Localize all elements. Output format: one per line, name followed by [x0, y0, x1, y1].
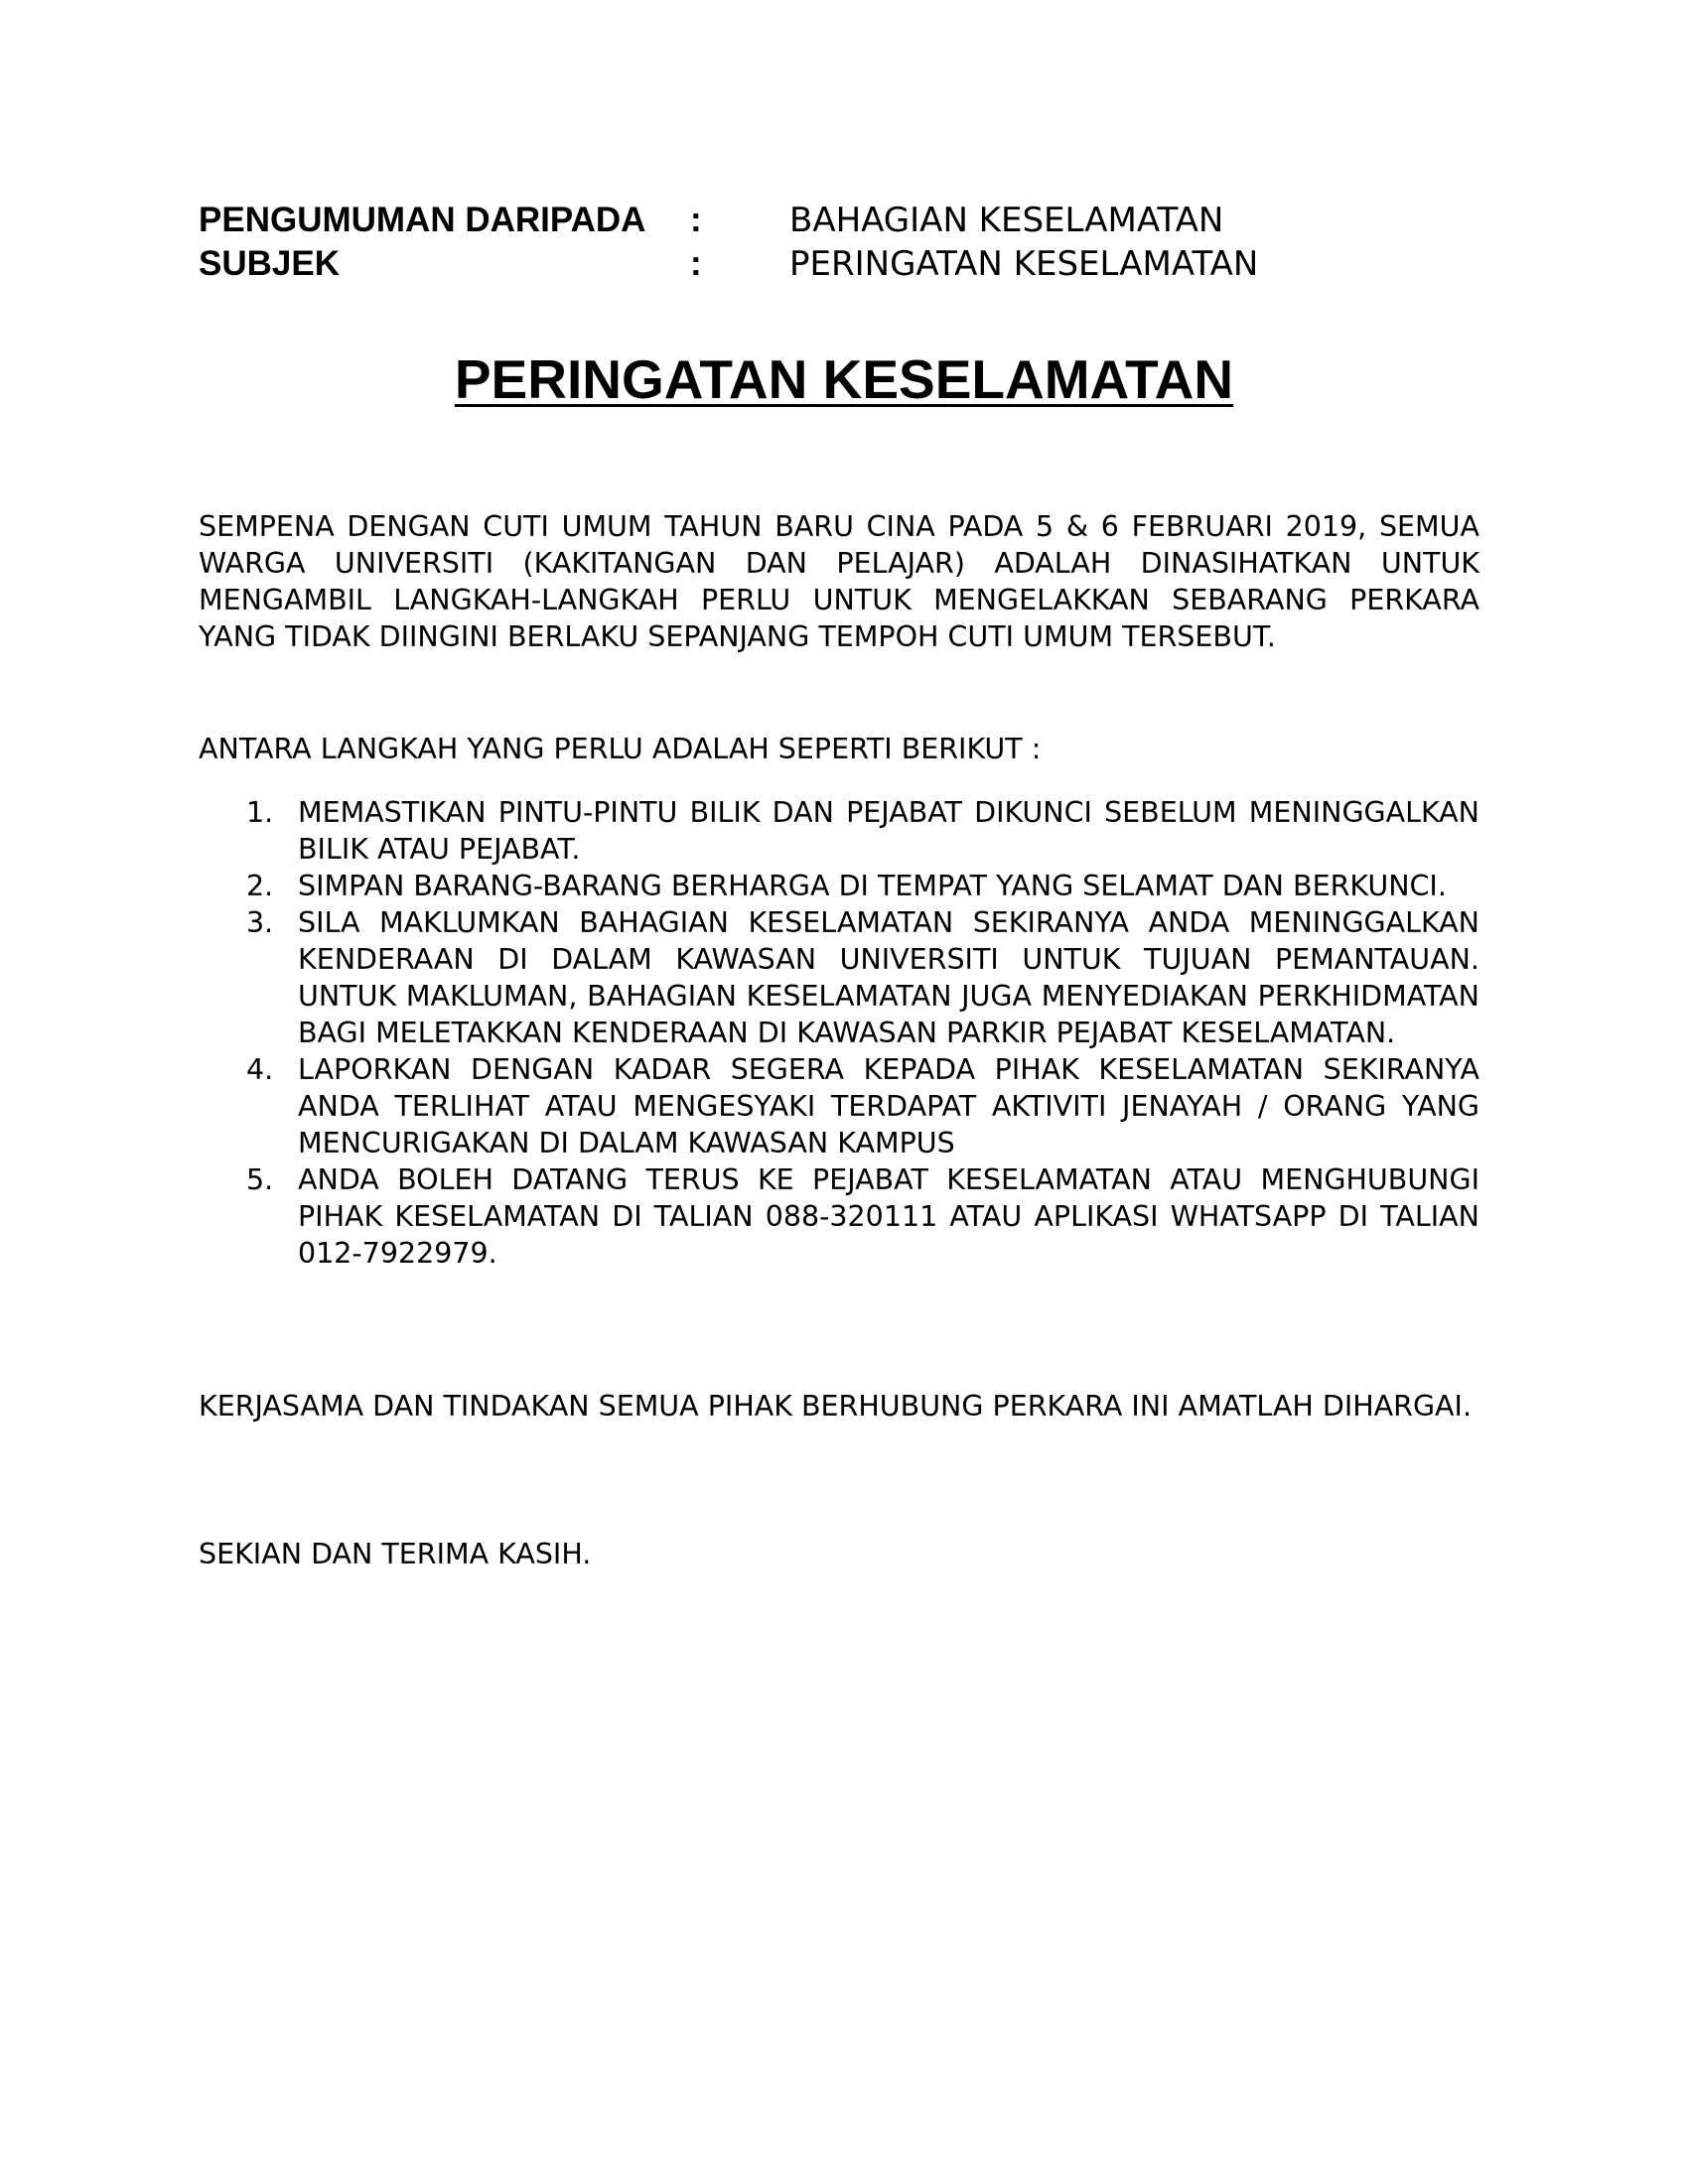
- list-intro: ANTARA LANGKAH YANG PERLU ADALAH SEPERTI BERIKUT :: [199, 733, 1042, 765]
- list-item: [199, 794, 1479, 868]
- list-item-number: 3.: [246, 906, 274, 939]
- page-title: PERINGATAN KESELAMATAN: [454, 348, 1234, 410]
- list-item-text: LAPORKAN DENGAN KADAR SEGERA KEPADA PIHAK KESELAMATAN SEKIRANYA ANDA TERLIHAT ATAU MENGESYAKI TERDAPAT AKTIVITI JENAYAH / ORANG YANG MENCURIGAKAN DI DALAM KAWASAN KAMPUS: [298, 1053, 1479, 1160]
- list-item-text: ANDA BOLEH DATANG TERUS KE PEJABAT KESELAMATAN ATAU MENGHUBUNGI PIHAK KESELAMATAN DI TALIAN 088-320111 ATAU APLIKASI WHATSAPP DI TALIAN 012-7922979.: [298, 1163, 1479, 1270]
- intro-paragraph: SEMPENA DENGAN CUTI UMUM TAHUN BARU CINA PADA 5 & 6 FEBRUARI 2019, SEMUA WARGA UNIVERSITI (KAKITANGAN DAN PELAJAR) ADALAH DINASIHATKAN UNTUK MENGAMBIL LANGKAH-LANGKAH PERLU UNTUK MENGELAKKAN SEBARANG PERKARA YANG TIDAK DIINGINI BERLAKU SEPANJANG TEMPOH CUTI UMUM TERSEBUT.: [199, 510, 1479, 653]
- signoff: SEKIAN DAN TERIMA KASIH.: [199, 1538, 592, 1570]
- list-item-text: SILA MAKLUMKAN BAHAGIAN KESELAMATAN SEKIRANYA ANDA MENINGGALKAN KENDERAAN DI DALAM KAWASAN UNIVERSITI UNTUK TUJUAN PEMANTAUAN. UNTUK MAKLUMAN, BAHAGIAN KESELAMATAN JUGA MENYEDIAKAN PERKHIDMATAN BAGI MELETAKKAN KENDERAAN DI KAWASAN PARKIR PEJABAT KESELAMATAN.: [298, 906, 1479, 1049]
- from-colon: :: [690, 201, 702, 239]
- list-item-number: 4.: [246, 1053, 274, 1086]
- closing-paragraph: KERJASAMA DAN TINDAKAN SEMUA PIHAK BERHUBUNG PERKARA INI AMATLAH DIHARGAI.: [199, 1390, 1473, 1423]
- list-item: [199, 1051, 1479, 1161]
- list-item-number: 1.: [246, 796, 274, 829]
- list-item-number: 5.: [246, 1163, 274, 1196]
- steps-list: [199, 794, 1479, 1272]
- list-item: [199, 904, 1479, 1051]
- from-value: BAHAGIAN KESELAMATAN: [789, 201, 1224, 240]
- list-item-text: MEMASTIKAN PINTU-PINTU BILIK DAN PEJABAT DIKUNCI SEBELUM MENINGGALKAN BILIK ATAU PEJABAT.: [298, 796, 1479, 866]
- list-item-number: 2.: [246, 870, 274, 902]
- list-item: [199, 1161, 1479, 1272]
- list-item: [199, 868, 1479, 904]
- from-label: PENGUMUMAN DARIPADA: [199, 201, 646, 239]
- subject-label: SUBJEK: [199, 244, 340, 283]
- list-item-text: SIMPAN BARANG-BARANG BERHARGA DI TEMPAT YANG SELAMAT DAN BERKUNCI.: [298, 870, 1447, 902]
- subject-value: PERINGATAN KESELAMATAN: [789, 244, 1259, 284]
- subject-colon: :: [690, 244, 702, 283]
